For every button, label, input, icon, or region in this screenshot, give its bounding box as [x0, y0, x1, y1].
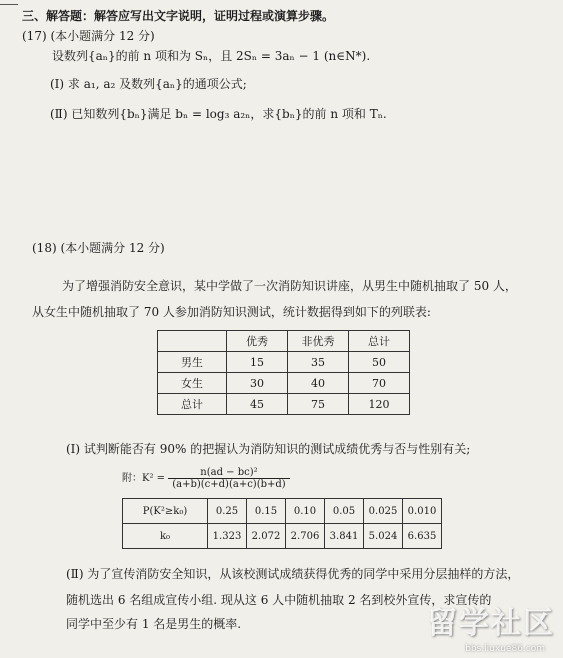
q18-header: (18) (本小题满分 12 分) [32, 241, 165, 255]
table-row-label: 男生 [158, 352, 227, 373]
table-cell: 30 [227, 373, 288, 394]
q17-header: (17) (本小题满分 12 分) [22, 29, 155, 43]
table-cell: 0.025 [364, 499, 403, 524]
formula-prefix: 附：K² = [122, 473, 166, 484]
table-cell: 0.010 [403, 499, 442, 524]
table-cell: 0.25 [208, 499, 247, 524]
table-cell: 120 [349, 394, 410, 415]
table-cell: 75 [288, 394, 349, 415]
table-row-label: 总计 [158, 394, 227, 415]
table-cell: 6.635 [403, 524, 442, 549]
table-row [158, 331, 410, 352]
q18-part2-line1: (Ⅱ) 为了宣传消防安全知识，从该校测试成绩获得优秀的同学中采用分层抽样的方法， [66, 567, 520, 581]
table-cell: 15 [227, 352, 288, 373]
table-cell: 70 [349, 373, 410, 394]
table-header-cell: 优秀 [227, 331, 288, 352]
table-row-label: P(K²≥k₀) [123, 499, 208, 524]
q18-part2-line2: 随机选出 6 名组成宣传小组. 现从这 6 人中随机抽取 2 名到校外宣传，求宣传的 [66, 593, 492, 607]
table-cell: 45 [227, 394, 288, 415]
q18-part2-line3: 同学中至少有 1 名是男生的概率. [66, 617, 242, 631]
watermark-logo: 留学社区 [427, 606, 555, 641]
table-row [158, 352, 410, 373]
formula-fraction [168, 467, 289, 490]
section-title: 三、解答题：解答应写出文字说明，证明过程或演算步骤。 [22, 9, 335, 23]
table-cell: 1.323 [208, 524, 247, 549]
table-cell: 5.024 [364, 524, 403, 549]
table-row [158, 394, 410, 415]
table-header-cell: 总计 [349, 331, 410, 352]
table-cell: 0.05 [325, 499, 364, 524]
table-row [158, 373, 410, 394]
corner-mark [0, 0, 18, 5]
table-cell: 3.841 [325, 524, 364, 549]
q17-stem: 设数列{aₙ}的前 n 项和为 Sₙ，且 2Sₙ = 3aₙ − 1 (n∈N*). [52, 49, 371, 63]
table-row-label: k₀ [123, 524, 208, 549]
q18-part1: (Ⅰ) 试判断能否有 90% 的把握认为消防知识的测试成绩优秀与否与性别有关; [66, 442, 471, 456]
q17-part1: (Ⅰ) 求 a₁, a₂ 及数列{aₙ}的通项公式; [50, 77, 247, 91]
watermark-url: bbs.liuxue86.com [465, 644, 545, 654]
table-cell [158, 331, 227, 352]
formula-denominator: (a+b)(c+d)(a+c)(b+d) [172, 479, 286, 490]
table-header-cell: 非优秀 [288, 331, 349, 352]
table-cell: 0.15 [247, 499, 286, 524]
table-cell: 40 [288, 373, 349, 394]
table-row-label: 女生 [158, 373, 227, 394]
table-cell: 0.10 [286, 499, 325, 524]
table-cell: 2.706 [286, 524, 325, 549]
table-row [123, 524, 442, 549]
k2-formula [122, 467, 290, 490]
q18-para2: 从女生中随机抽取了 70 人参加消防知识测试，统计数据得到如下的列联表: [32, 305, 431, 319]
table-cell: 2.072 [247, 524, 286, 549]
q18-para1: 为了增强消防安全意识，某中学做了一次消防知识讲座，从男生中随机抽取了 50 人， [62, 279, 517, 293]
table-cell: 35 [288, 352, 349, 373]
table-row [123, 499, 442, 524]
contingency-table [157, 330, 410, 415]
q17-part2: (Ⅱ) 已知数列{bₙ}满足 bₙ = log₃ a₂ₙ，求{bₙ}的前 n 项和 Tₙ. [50, 107, 387, 121]
formula-numerator: n(ad − bc)² [168, 467, 289, 479]
critical-value-table [122, 498, 442, 549]
table-cell: 50 [349, 352, 410, 373]
